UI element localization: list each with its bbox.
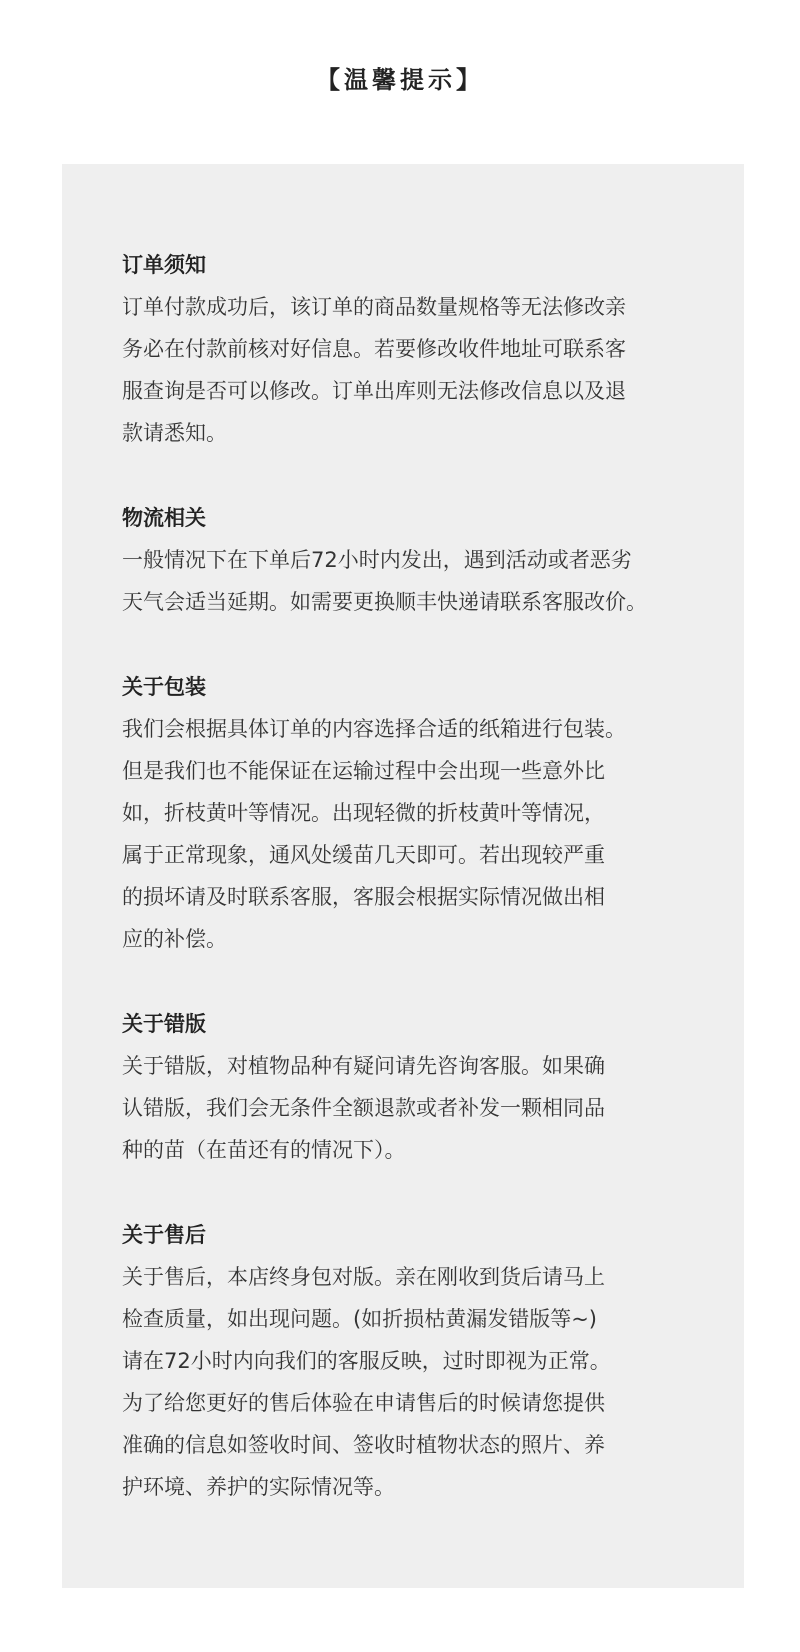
section-packaging xyxy=(122,666,722,960)
section-text-line: 关于错版，对植物品种有疑问请先咨询客服。如果确 xyxy=(122,1054,605,1078)
section-text-line: 服查询是否可以修改。订单出库则无法修改信息以及退 xyxy=(122,379,626,403)
section-text-line: 应的补偿。 xyxy=(122,927,227,951)
section-heading: 关于售后 xyxy=(122,1223,206,1247)
section-text-line: 天气会适当延期。如需要更换顺丰快递请联系客服改价。 xyxy=(122,590,647,614)
section-text-line: 订单付款成功后，该订单的商品数量规格等无法修改亲 xyxy=(122,295,626,319)
section-wrong-variety xyxy=(122,1003,722,1171)
section-text-line: 准确的信息如签收时间、签收时植物状态的照片、养 xyxy=(122,1433,605,1457)
section-text-line: 但是我们也不能保证在运输过程中会出现一些意外比 xyxy=(122,759,605,783)
section-text-line: 的损坏请及时联系客服，客服会根据实际情况做出相 xyxy=(122,885,605,909)
section-heading: 关于错版 xyxy=(122,1012,206,1036)
notice-content xyxy=(122,244,722,1551)
section-logistics xyxy=(122,497,722,623)
section-heading: 订单须知 xyxy=(122,253,206,277)
section-text-line: 认错版，我们会无条件全额退款或者补发一颗相同品 xyxy=(122,1096,605,1120)
section-text-line: 如，折枝黄叶等情况。出现轻微的折枝黄叶等情况， xyxy=(122,801,605,825)
section-text-line: 护环境、养护的实际情况等。 xyxy=(122,1475,395,1499)
section-text-line: 我们会根据具体订单的内容选择合适的纸箱进行包装。 xyxy=(122,717,626,741)
section-heading: 物流相关 xyxy=(122,506,206,530)
section-heading: 关于包装 xyxy=(122,675,206,699)
section-text-line: 属于正常现象，通风处缓苗几天即可。若出现较严重 xyxy=(122,843,605,867)
section-text-line: 款请悉知。 xyxy=(122,421,227,445)
section-order-notice xyxy=(122,244,722,454)
section-text-line: 关于售后，本店终身包对版。亲在刚收到货后请马上 xyxy=(122,1265,605,1289)
page-title: 【温馨提示】 xyxy=(316,66,484,94)
section-text-line: 务必在付款前核对好信息。若要修改收件地址可联系客 xyxy=(122,337,626,361)
section-text-line: 一般情况下在下单后72小时内发出，遇到活动或者恶劣 xyxy=(122,548,632,572)
section-text-line: 种的苗（在苗还有的情况下）。 xyxy=(122,1138,406,1162)
section-text-line: 请在72小时内向我们的客服反映，过时即视为正常。 xyxy=(122,1349,611,1373)
section-text-line: 为了给您更好的售后体验在申请售后的时候请您提供 xyxy=(122,1391,605,1415)
section-after-sales xyxy=(122,1214,722,1508)
section-text-line: 检查质量，如出现问题。(如折损枯黄漏发错版等~) xyxy=(122,1307,597,1331)
notice-panel xyxy=(62,164,744,1588)
